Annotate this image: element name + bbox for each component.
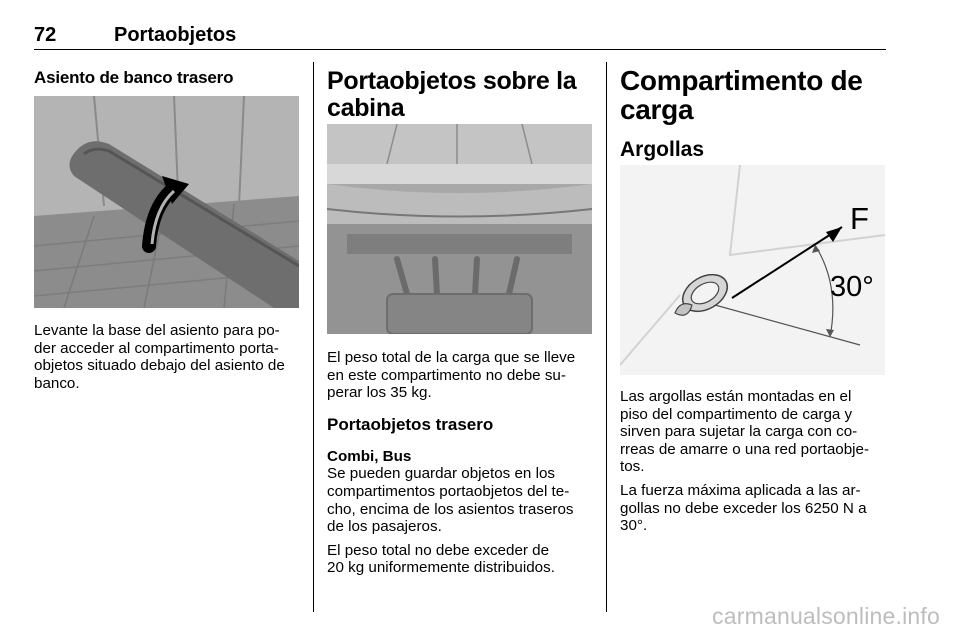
rear-bench-text xyxy=(34,322,299,392)
text-line: cho, encima de los asientos traseros xyxy=(327,500,574,518)
rear-storage-weight-paragraph xyxy=(327,542,592,577)
cabin-storage-text xyxy=(327,349,592,577)
rear-bench-paragraph xyxy=(34,322,299,392)
text-line: Las argollas están montadas en el xyxy=(620,388,852,405)
text-line: sirven para sujetar la carga con co- xyxy=(620,423,858,441)
text-line: La fuerza máxima aplicada a las ar- xyxy=(620,481,861,499)
column-divider xyxy=(313,62,314,612)
text-line: compartimentos portaobjetos del te- xyxy=(327,482,570,500)
heading-line: Compartimento de xyxy=(620,65,863,96)
cargo-heading xyxy=(620,66,885,124)
page-header xyxy=(34,24,886,50)
column-cargo xyxy=(620,66,885,162)
rear-storage-models: Combi, Bus xyxy=(327,447,412,465)
page-number: 72 xyxy=(34,24,57,46)
lashing-eyes-heading: Argollas xyxy=(620,138,705,161)
text-line: El peso total no debe exceder de xyxy=(327,541,550,559)
rear-bench-heading: Asiento de banco trasero xyxy=(34,68,234,87)
heading-line: carga xyxy=(620,94,694,125)
heading-line: Portaobjetos sobre la xyxy=(327,67,577,95)
text-line: 30°. xyxy=(620,517,648,535)
column-cabin-storage xyxy=(327,68,592,122)
cargo-text xyxy=(620,388,885,535)
force-label: F xyxy=(850,201,869,236)
text-line: rreas de amarre o una red portaobje- xyxy=(620,440,870,458)
text-line: perar los 35 kg. xyxy=(327,384,432,402)
lashing-eye-figure xyxy=(620,165,885,375)
text-line: El peso total de la carga que se lleve xyxy=(327,349,576,366)
lashing-eyes-force-paragraph xyxy=(620,482,885,535)
text-line: de los pasajeros. xyxy=(327,518,442,536)
column-rear-bench xyxy=(34,62,299,88)
cabin-storage-paragraph xyxy=(327,349,592,402)
heading-line: cabina xyxy=(327,94,405,122)
lashing-eyes-paragraph xyxy=(620,388,885,476)
rear-bench-figure xyxy=(34,96,299,308)
column-divider xyxy=(606,62,607,612)
text-line: Levante la base del asiento para po- xyxy=(34,322,280,339)
text-line: der acceder al compartimento porta- xyxy=(34,339,279,357)
text-line: en este compartimento no debe su- xyxy=(327,366,566,384)
page-section-title: Portaobjetos xyxy=(114,24,237,46)
text-line: objetos situado debajo del asiento de xyxy=(34,357,285,375)
angle-label: 30° xyxy=(830,271,874,303)
text-line: Se pueden guardar objetos en los xyxy=(327,465,555,483)
watermark: carmanualsonline.info xyxy=(712,603,940,629)
cabin-storage-figure xyxy=(327,124,592,334)
rear-storage-heading: Portaobjetos trasero xyxy=(327,414,494,434)
text-line: gollas no debe exceder los 6250 N a xyxy=(620,499,867,517)
text-line: 20 kg uniformemente distribuidos. xyxy=(327,559,555,577)
rear-storage-paragraph xyxy=(327,465,592,535)
text-line: piso del compartimento de carga y xyxy=(620,405,853,423)
text-line: tos. xyxy=(620,458,645,476)
text-line: banco. xyxy=(34,374,80,392)
cabin-storage-heading xyxy=(327,68,592,122)
